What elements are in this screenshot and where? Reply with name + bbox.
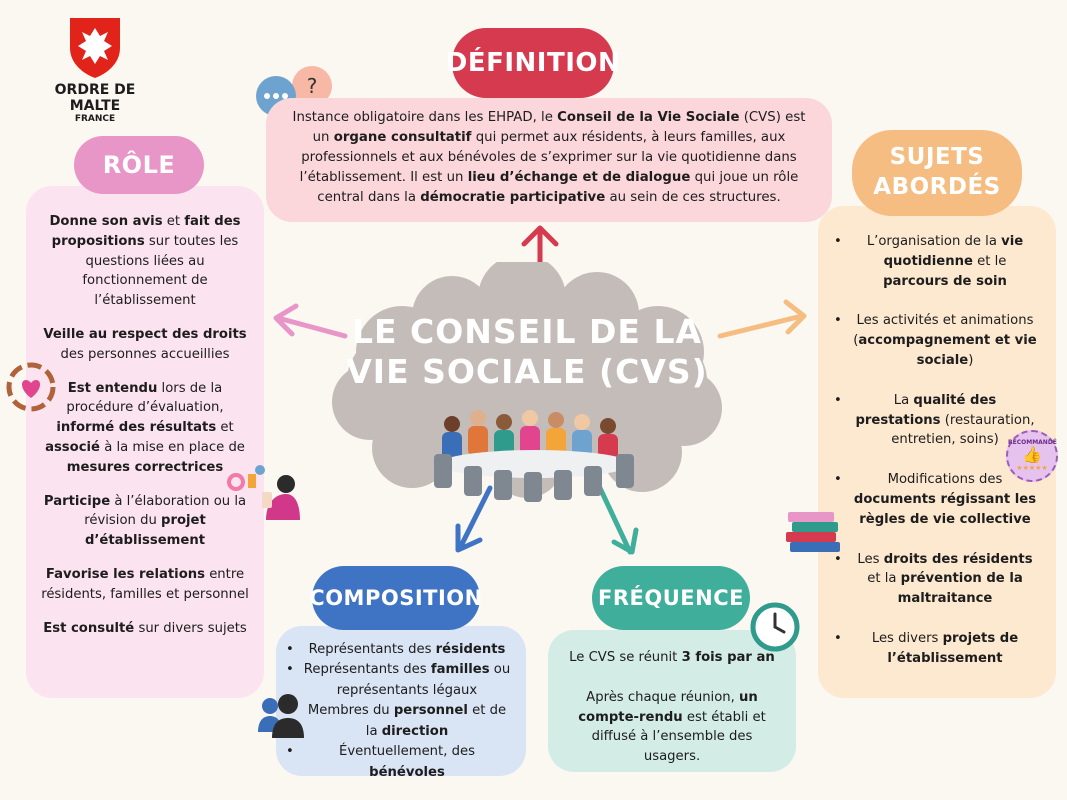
definition-text: Instance obligatoire dans les EHPAD, le [292, 110, 558, 125]
frequence-title: FRÉQUENCE [598, 586, 744, 610]
center-title-line2: VIE SOCIALE (CVS) [346, 351, 708, 391]
sujets-item: • Les divers projets de l’établissement [832, 629, 1040, 669]
definition-text: (CVS) est un [312, 110, 806, 145]
meeting-people-illustration [430, 404, 640, 502]
role-title: RÔLE [102, 151, 176, 179]
woman-with-charts-icon [226, 462, 302, 524]
thumbs-up-icon: 👍 [1022, 445, 1042, 464]
composition-title: COMPOSITION [309, 586, 483, 610]
books-stack-icon [784, 506, 844, 554]
center-title [322, 312, 732, 391]
role-card [26, 186, 264, 698]
role-item: Est consulté sur divers sujets [43, 620, 247, 636]
role-item: Est entendu lors de la procédure d’évaluation, informé des résultats et associé à la mise en place de mesures correctrices [45, 380, 245, 475]
frequence-title-bubble [592, 566, 750, 630]
definition-bold: démocratie participative [420, 189, 606, 205]
logo-sub: FRANCE [74, 114, 116, 124]
definition-text: qui joue un rôle central dans la [317, 169, 799, 205]
logo-name: ORDRE DE MALTE [54, 82, 136, 114]
definition-bold: lieu d’échange et de dialogue [467, 169, 691, 185]
sujets-item: • L’organisation de la vie quotidienne et le parcours de soin [832, 232, 1040, 291]
frequence-line2: Après chaque réunion, un compte-rendu est établi et diffusé à l’ensemble des usagers. [578, 689, 766, 765]
sujets-item: • Les activités et animations (accompagnement et vie sociale) [832, 311, 1040, 370]
sujets-item: • Modifications des documents régissant les règles de vie collective [832, 470, 1040, 529]
definition-text: au sein de ces structures. [605, 189, 781, 205]
sujets-title-line2: ABORDÉS [873, 174, 1001, 200]
role-item: Donne son avis et fait des propositions sur toutes les questions liées au fonctionnement de l’établissement [49, 214, 241, 309]
stars-icon: ★★★★★ [1016, 464, 1048, 472]
frequence-line1: Le CVS se réunit 3 fois par an [569, 650, 775, 665]
composition-card [276, 626, 526, 780]
heart-hands-icon [6, 362, 56, 412]
svg-text:?: ? [306, 74, 318, 98]
badge-text: RECOMMANDÉ [1008, 439, 1057, 446]
definition-card [266, 98, 832, 222]
composition-item: • Représentants des familles ou représentants légaux [286, 662, 511, 698]
composition-item: • Éventuellement, des bénévoles [286, 744, 475, 780]
maltese-cross-shield-icon [66, 14, 124, 80]
arrow-sujets [720, 302, 804, 336]
composition-item: Membres du personnel et de la direction [307, 703, 507, 739]
role-title-bubble [74, 136, 204, 194]
role-item: Participe à l’élaboration ou la révision du projet d’établissement [43, 493, 247, 549]
sujets-item: • Les droits des résidents et la prévention de la maltraitance [832, 550, 1040, 609]
sujets-item: • La qualité des prestations (restauration, entretien, soins) [832, 391, 1040, 450]
definition-title-bubble [445, 28, 621, 98]
definition-title: DÉFINITION [445, 48, 621, 78]
sujets-title-bubble [852, 130, 1022, 216]
role-item: Veille au respect des droits des personnes accueillies [43, 326, 247, 362]
sujets-title-line1: SUJETS [889, 144, 985, 171]
composition-title-bubble [309, 566, 483, 630]
people-group-icon [256, 690, 308, 740]
clock-icon [750, 602, 800, 652]
definition-bold: Conseil de la Vie Sociale [557, 110, 740, 125]
definition-bold: organe consultatif [333, 129, 472, 145]
composition-item: • Représentants des résidents [286, 642, 506, 657]
center-title-line1: LE CONSEIL DE LA [351, 312, 703, 351]
logo [30, 14, 160, 124]
role-item: Favorise les relations entre résidents, familles et personnel [41, 566, 249, 602]
recommended-badge [1006, 430, 1058, 482]
definition-text: qui permet aux résidents, à leurs familles, aux professionnels et aux bénévoles de s’exprimer sur la vie quotidienne dans l’établissement. Il est un [299, 129, 797, 185]
